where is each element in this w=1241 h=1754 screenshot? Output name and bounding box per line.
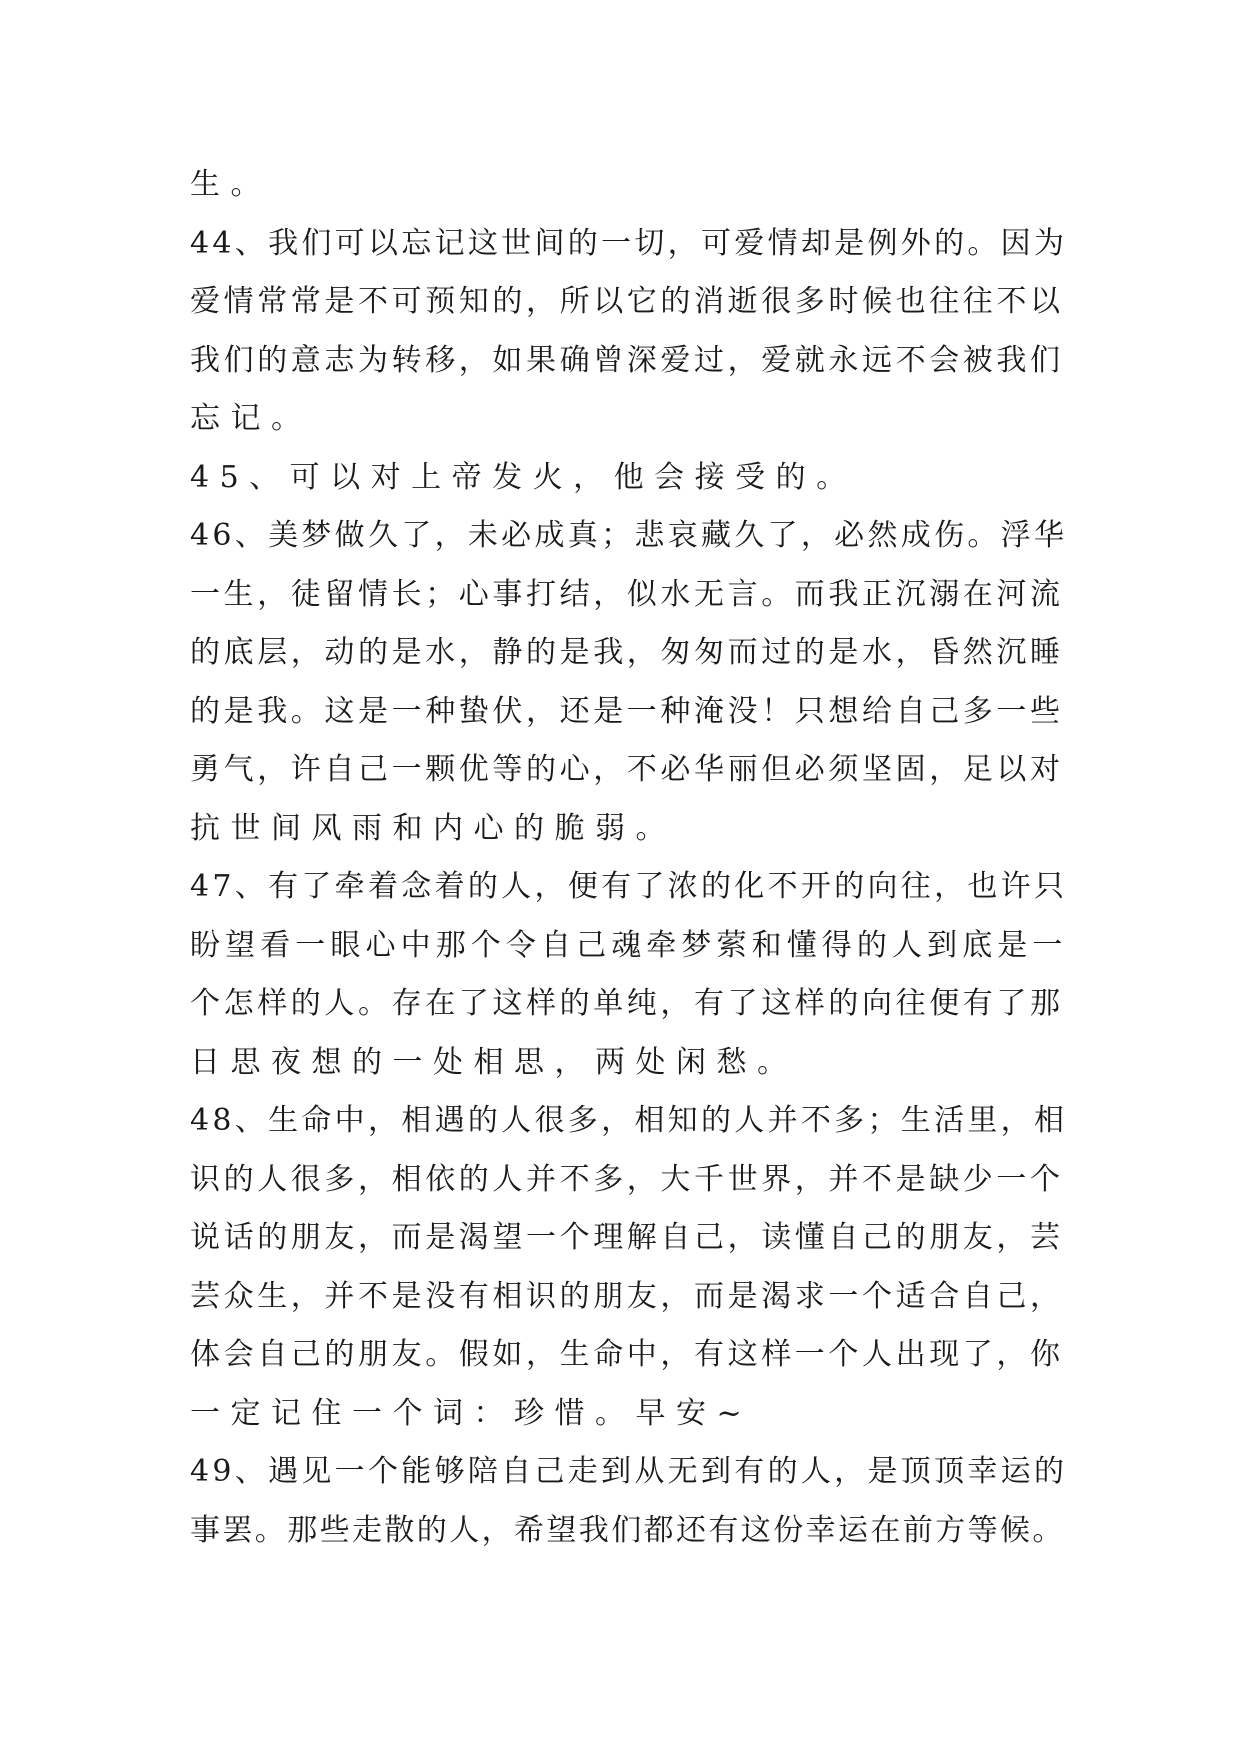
document-body (190, 156, 1070, 1560)
text-line: 49、遇见一个能够陪自己走到从无到有的人，是顶顶幸运的 (190, 1454, 1068, 1489)
text-line: 说话的朋友，而是渴望一个理解自己，读懂自己的朋友，芸 (190, 1220, 1064, 1255)
text-line: 一生，徒留情长；心事打结，似水无言。而我正沉溺在河流 (190, 576, 1064, 612)
text-line: 44、我们可以忘记这世间的一切，可爱情却是例外的。因为 (190, 225, 1068, 261)
text-line: 忘记。 (190, 401, 312, 436)
text-line: 芸众生，并不是没有相识的朋友，而是渴求一个适合自己， (190, 1278, 1064, 1314)
text-line: 一定记住一个词：珍惜。早安~ (190, 1395, 753, 1431)
text-line: 勇气，许自己一颗优等的心，不必华丽但必须坚固，足以对 (190, 752, 1064, 787)
text-line: 个怎样的人。存在了这样的单纯，有了这样的向往便有了那 (190, 986, 1064, 1021)
text-line: 的底层，动的是水，静的是我，匆匆而过的是水，昏然沉睡 (190, 635, 1064, 670)
text-line: 事罢。那些走散的人，希望我们都还有这份幸运在前方等候。 (190, 1512, 1065, 1548)
text-line: 抗世间风雨和内心的脆弱。 (190, 810, 676, 846)
text-line: 46、美梦做久了，未必成真；悲哀藏久了，必然成伤。浮华 (190, 518, 1068, 553)
text-line: 生。 (190, 167, 271, 202)
text-line: 我们的意志为转移，如果确曾深爱过，爱就永远不会被我们 (190, 342, 1064, 378)
text-line: 47、有了牵着念着的人，便有了浓的化不开的向往，也许只 (190, 869, 1068, 904)
text-line: 48、生命中，相遇的人很多，相知的人并不多；生活里，相 (190, 1103, 1068, 1138)
text-line: 体会自己的朋友。假如，生命中，有这样一个人出现了，你 (190, 1337, 1064, 1372)
text-line: 爱情常常是不可预知的，所以它的消逝很多时候也往往不以 (190, 284, 1064, 319)
text-line: 盼望看一眼心中那个令自己魂牵梦萦和懂得的人到底是一 (190, 927, 1068, 963)
text-line: 的是我。这是一种蛰伏，还是一种淹没！只想给自己多一些 (190, 693, 1064, 729)
text-line: 日思夜想的一处相思，两处闲愁。 (190, 1044, 798, 1080)
text-line: 45、可以对上帝发火，他会接受的。 (190, 459, 857, 495)
text-line: 识的人很多，相依的人并不多，大千世界，并不是缺少一个 (190, 1161, 1064, 1197)
